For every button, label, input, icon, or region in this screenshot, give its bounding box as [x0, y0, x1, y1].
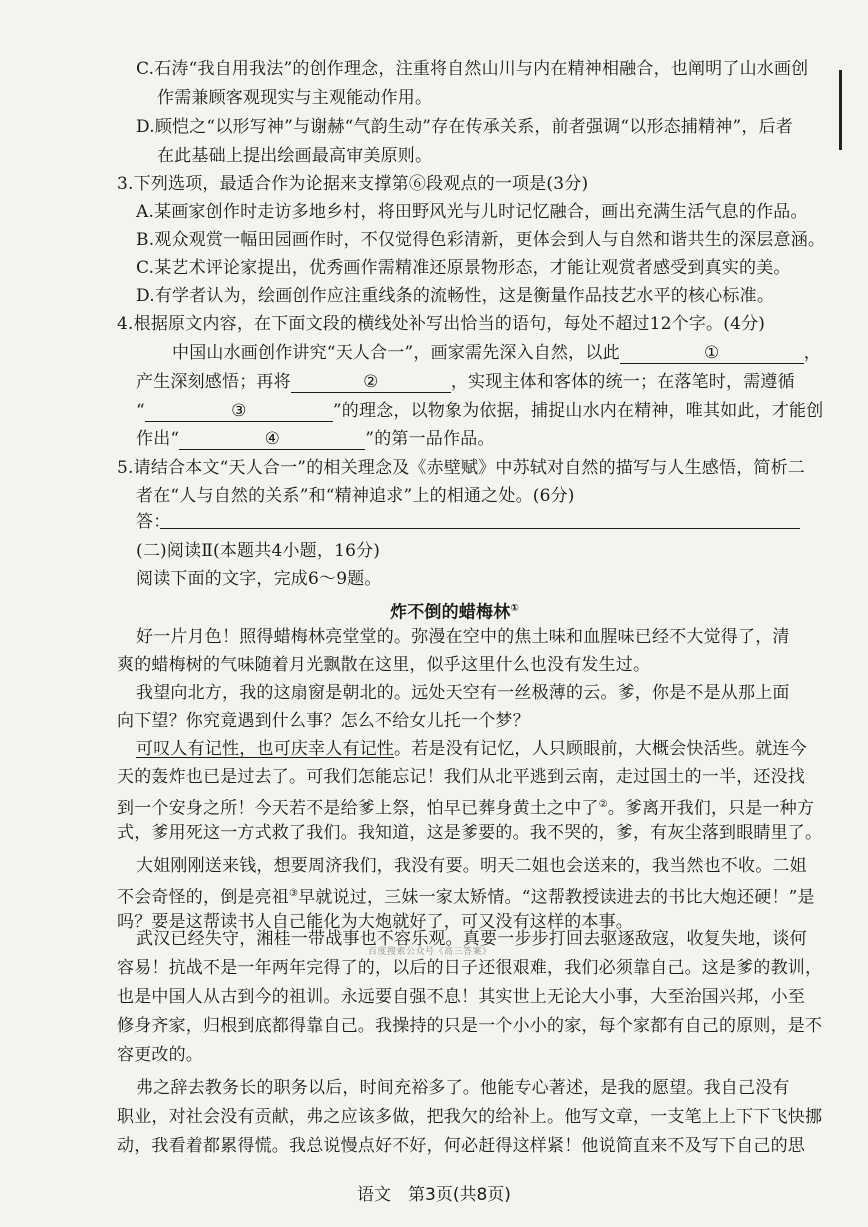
watermark-text: 百度搜索公众号《高三答案》	[368, 947, 492, 957]
q3-stem: 3.下列选项，最适合作为论据来支撑第⑥段观点的一项是(3分)	[117, 174, 589, 194]
q5-stem-line1: 5.请结合本文“天人合一”的相关理念及《赤壁赋》中苏轼对自然的描写与人生感悟，简析二	[117, 458, 805, 478]
q3-option-c: C.某艺术评论家提出，优秀画作需精准还原景物形态，才能让观赏者感受到真实的美。	[136, 258, 791, 278]
passage-p4-line3: 吗？要是这帮读书人自己能化为大炮就好了，可又没有这样的本事。	[117, 912, 633, 932]
q4-line1-text: 中国山水画创作讲究“天人合一”，画家需先深入自然，以此	[172, 343, 620, 363]
passage-p5-line5: 容更改的。	[117, 1045, 203, 1065]
page-footer: 语文 第3页(共8页)	[357, 1185, 511, 1205]
passage-p4-line2-b: 早就说过，三妹一家太矫情。“这帮教授读进去的书比大炮还硬！”是	[298, 887, 815, 908]
q4-line2-end: ，实现主体和客体的统一；在落笔时，需遵循	[450, 372, 795, 392]
passage-p6-line2: 职业，对社会没有贡献，弗之应该多做，把我欠的给补上。他写文章，一支笔上上下下飞快挪	[117, 1107, 823, 1127]
passage-p1-line2: 爽的蜡梅树的气味随着月光飘散在这里，似乎这里什么也没有发生过。	[117, 655, 651, 675]
q2-option-d-line1: D.顾恺之“以形写神”与谢赫“气韵生动”存在传承关系，前者强调“以形态捕精神”，后者	[136, 117, 793, 137]
q4-line2-text: 产生深刻感悟；再将	[136, 372, 291, 392]
q5-answer-line[interactable]	[160, 528, 800, 529]
q4-line3-end: ”的理念，以物象为依据，捕捉山水内在精神，唯其如此，才能创	[332, 401, 824, 421]
q4-fill-line1	[172, 342, 821, 364]
passage-p3-line1	[136, 738, 807, 760]
q3-option-b: B.观众观赏一幅田园画作时，不仅觉得色彩清新，更体会到人与自然和谐共生的深层意涵。	[136, 230, 826, 250]
q5-answer-label: 答：	[136, 512, 171, 532]
passage-p5-line2: 容易！抗战不是一年两年完得了的，以后的日子还很艰难，我们必须靠自己。这是爹的教训，	[117, 958, 823, 978]
passage-title	[390, 598, 519, 624]
fill-blank-3[interactable]: ③	[145, 401, 333, 422]
passage-p4-line2	[117, 883, 815, 909]
q2-option-d-line2: 在此基础上提出绘画最高审美原则。	[157, 146, 433, 166]
title-footnote-marker: ①	[510, 603, 520, 614]
passage-p6-line3: 动，我看着都累得慌。我总说慢点好不好，何必赶得这样紧！他说简直来不及写下自己的思	[117, 1136, 805, 1156]
q2-option-c-line2: 作需兼顾客观现实与主观能动作用。	[157, 88, 433, 108]
q4-line4-open: 作出“	[136, 429, 180, 449]
passage-p4-line1: 大姐刚刚送来钱，想要周济我们，我没有要。明天二姐也会送来的，我当然也不收。二姐	[136, 856, 807, 876]
q4-fill-line2	[136, 371, 795, 393]
section2-instruction: 阅读下面的文字，完成6～9题。	[136, 569, 382, 589]
fill-blank-1[interactable]: ①	[620, 343, 804, 364]
passage-title-text: 炸不倒的蜡梅林	[390, 602, 511, 623]
q4-fill-line3	[136, 400, 823, 422]
passage-p3-line2: 天的轰炸也已是过去了。可我们怎能忘记！我们从北平逃到云南，走过国土的一半，还没找	[117, 767, 805, 787]
passage-p3-line1-rest: 。若是没有记忆，人只顾眼前，大概会快活些。就连今	[394, 739, 807, 759]
q2-option-c-line1: C.石涛“我自用我法”的创作理念，注重将自然山川与内在精神相融合，也阐明了山水画创	[136, 59, 809, 79]
passage-p5-line3: 也是中国人从古到今的祖训。永远要自强不息！其实世上无论大小事，大至治国兴邦，小至	[117, 987, 805, 1007]
q4-line3-open: “	[136, 401, 145, 421]
passage-p2-line2: 向下望？你究竟遇到什么事？怎么不给女儿托一个梦？	[117, 711, 530, 731]
q4-stem: 4.根据原文内容，在下面文段的横线处补写出恰当的语句，每处不超过12个字。(4分)	[117, 314, 766, 334]
passage-p3-line3	[117, 794, 814, 820]
passage-p3-line3-b: 。爹离开我们，只是一种方	[607, 798, 815, 819]
fill-blank-4[interactable]: ④	[179, 429, 365, 450]
footnote-marker-2: ②	[598, 799, 608, 810]
passage-p3-line3-a: 到一个安身之所！今天若不是给爹上祭，怕早已葬身黄土之中了	[117, 798, 599, 819]
fill-blank-2[interactable]: ②	[291, 372, 451, 393]
passage-p4-line2-a: 不会奇怪的，倒是亮祖	[117, 887, 289, 908]
passage-p6-line1: 弗之辞去教务长的职务以后，时间充裕多了。他能专心著述，是我的愿望。我自己没有	[136, 1078, 790, 1098]
passage-p3-line4: 式，爹用死这一方式救了我们。我知道，这是爹要的。我不哭的，爹，有灰尘落到眼睛里了。	[117, 823, 823, 843]
passage-p2-line1: 我望向北方，我的这扇窗是朝北的。远处天空有一丝极薄的云。爹，你是不是从那上面	[136, 683, 790, 703]
section2-heading: (二)阅读Ⅱ(本题共4小题，16分)	[136, 541, 381, 561]
passage-p5-line1: 武汉已经失守，湘桂一带战事也不容乐观。真要一步步打回去驱逐敌寇，收复失地，谈何	[136, 929, 807, 949]
underlined-sentence: 可叹人有记性，也可庆幸人有记性	[136, 739, 394, 759]
q4-line4-end: ”的第一品作品。	[365, 429, 495, 449]
q5-stem-line2: 者在“人与自然的关系”和“精神追求”上的相通之处。(6分)	[136, 486, 575, 506]
q4-fill-line4	[136, 428, 495, 450]
passage-p1-line1: 好一片月色！照得蜡梅林亮堂堂的。弥漫在空中的焦土味和血腥味已经不大觉得了，清	[136, 627, 790, 647]
passage-p5-line4: 修身齐家，归根到底都得靠自己。我操持的只是一个小小的家，每个家都有自己的原则，是不	[117, 1016, 823, 1036]
footnote-marker-3: ③	[289, 888, 299, 899]
q3-option-a: A.某画家创作时走访多地乡村，将田野风光与儿时记忆融合，画出充满生活气息的作品。	[136, 202, 808, 222]
q3-option-d: D.有学者认为，绘画创作应注重线条的流畅性，这是衡量作品技艺水平的核心标准。	[136, 286, 775, 306]
q4-line1-end: ，	[803, 343, 821, 363]
margin-bar	[839, 70, 842, 150]
